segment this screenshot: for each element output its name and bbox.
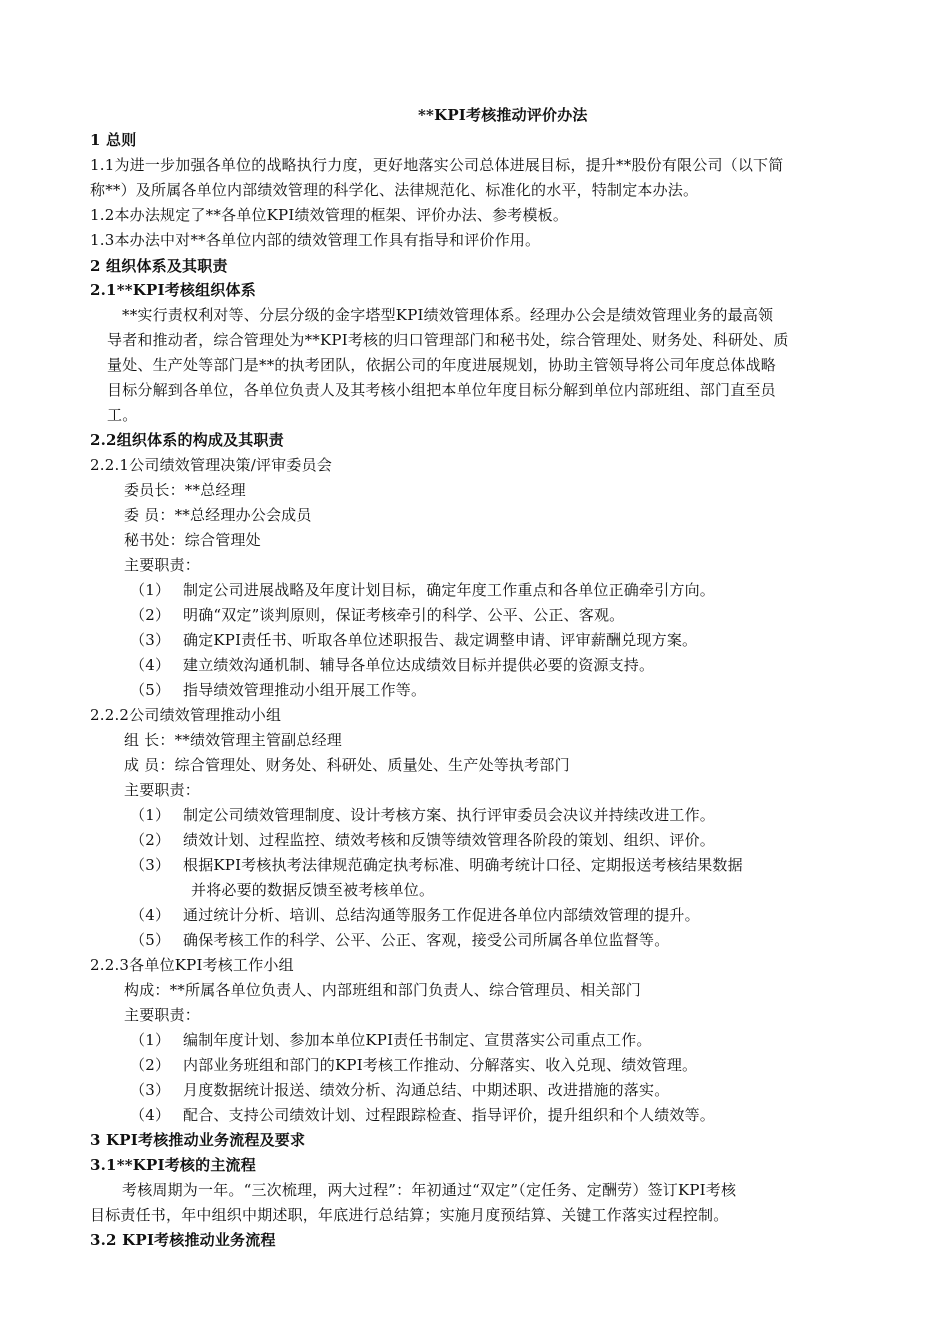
para-3-1-line-1: 考核周期为一年。“三次梳理，两大过程”：年初通过“双定”（定任务、定酬劳）签订KPI考核 [122,1181,737,1199]
section-1-heading: 1 总则 [90,131,137,149]
section-2-2-1-heading: 2.2.1公司绩效管理决策/评审委员会 [90,456,333,474]
committee-members: 委 员：**总经理办公会成员 [124,506,312,524]
list-item-number: （4） [130,656,171,674]
committee-chair: 委员长：**总经理 [124,481,246,499]
section-2-2-heading: 2.2组织体系的构成及其职责 [90,431,284,449]
group-duties-label: 主要职责： [124,1006,201,1024]
section-2-heading: 2 组织体系及其职责 [90,257,228,275]
list-item-number: （4） [130,906,171,924]
list-item-text: 月度数据统计报送、绩效分析、沟通总结、中期述职、改进措施的落实。 [183,1081,670,1099]
list-item-text: 明确“双定”谈判原则，保证考核牵引的科学、公平、公正、客观。 [183,606,625,624]
para-1-2: 1.2本办法规定了**各单位KPI绩效管理的框架、评价办法、参考模板。 [90,206,569,224]
para-3-1-line-2: 目标责任书，年中组织中期述职，年底进行总结算；实施月度预结算、关键工作落实过程控制。 [90,1206,729,1224]
list-item-text-continuation: 并将必要的数据反馈至被考核单位。 [191,881,435,899]
section-2-1-heading: 2.1**KPI考核组织体系 [90,281,256,299]
team-duties-label: 主要职责： [124,781,201,799]
list-item-number: （5） [130,931,171,949]
para-2-1-line-5: 工。 [107,406,138,424]
list-item-number: （2） [130,606,171,624]
list-item-text: 确定KPI责任书、听取各单位述职报告、裁定调整申请、评审薪酬兑现方案。 [183,631,698,649]
list-item-text: 指导绩效管理推动小组开展工作等。 [183,681,427,699]
list-item-text: 编制年度计划、参加本单位KPI责任书制定、宣贯落实公司重点工作。 [183,1031,652,1049]
list-item-number: （1） [130,806,171,824]
list-item-text: 绩效计划、过程监控、绩效考核和反馈等绩效管理各阶段的策划、组织、评价。 [183,831,716,849]
list-item-text: 通过统计分析、培训、总结沟通等服务工作促进各单位内部绩效管理的提升。 [183,906,700,924]
list-item-text: 制定公司绩效管理制度、设计考核方案、执行评审委员会决议并持续改进工作。 [183,806,716,824]
section-2-2-3-heading: 2.2.3各单位KPI考核工作小组 [90,956,294,974]
list-item-text: 根据KPI考核执考法律规范确定执考标准、明确考统计口径、定期报送考核结果数据 [183,856,743,874]
list-item-text: 制定公司进展战略及年度计划目标，确定年度工作重点和各单位正确牵引方向。 [183,581,716,599]
team-members: 成 员：综合管理处、财务处、科研处、质量处、生产处等执考部门 [124,756,570,774]
committee-secretary: 秘书处：综合管理处 [124,531,261,549]
list-item-text: 建立绩效沟通机制、辅导各单位达成绩效目标并提供必要的资源支持。 [183,656,655,674]
list-item-number: （1） [130,1031,171,1049]
section-3-1-heading: 3.1**KPI考核的主流程 [90,1156,256,1174]
list-item-number: （5） [130,681,171,699]
list-item-number: （2） [130,831,171,849]
list-item-text: 配合、支持公司绩效计划、过程跟踪检查、指导评价，提升组织和个人绩效等。 [183,1106,716,1124]
para-1-1-line-1: 1.1为进一步加强各单位的战略执行力度，更好地落实公司总体进展目标，提升**股份有限公司（以下简 [90,156,784,174]
list-item-number: （1） [130,581,171,599]
section-3-2-heading: 3.2 KPI考核推动业务流程 [90,1231,276,1249]
group-composition: 构成：**所属各单位负责人、内部班组和部门负责人、综合管理员、相关部门 [124,981,642,999]
list-item-number: （3） [130,631,171,649]
team-leader: 组 长：**绩效管理主管副总经理 [124,731,342,749]
para-2-1-line-4: 目标分解到各单位，各单位负责人及其考核小组把本单位年度目标分解到单位内部班组、部门直至员 [107,381,776,399]
para-1-3: 1.3本办法中对**各单位内部的绩效管理工作具有指导和评价作用。 [90,231,541,249]
list-item-text: 内部业务班组和部门的KPI考核工作推动、分解落实、收入兑现、绩效管理。 [183,1056,698,1074]
section-3-heading: 3 KPI考核推动业务流程及要求 [90,1131,306,1149]
list-item-text: 确保考核工作的科学、公平、公正、客观，接受公司所属各单位监督等。 [183,931,670,949]
para-2-1-line-2: 导者和推动者，综合管理处为**KPI考核的归口管理部门和秘书处，综合管理处、财务处、科研处、质 [107,331,789,349]
list-item-number: （4） [130,1106,171,1124]
committee-duties-label: 主要职责： [124,556,201,574]
list-item-number: （3） [130,1081,171,1099]
document-title: **KPI考核推动评价办法 [418,106,588,124]
para-1-1-line-2: 称**）及所属各单位内部绩效管理的科学化、法律规范化、标准化的水平，特制定本办法。 [90,181,699,199]
para-2-1-line-1: **实行责权利对等、分层分级的金字塔型KPI绩效管理体系。经理办公会是绩效管理业务的最高领 [122,306,774,324]
list-item-number: （2） [130,1056,171,1074]
list-item-number: （3） [130,856,171,874]
section-2-2-2-heading: 2.2.2公司绩效管理推动小组 [90,706,282,724]
para-2-1-line-3: 量处、生产处等部门是**的执考团队，依据公司的年度进展规划，协助主管领导将公司年度总体战略 [107,356,777,374]
